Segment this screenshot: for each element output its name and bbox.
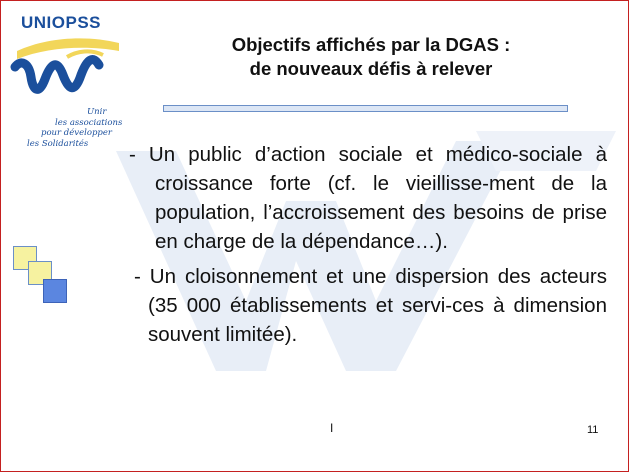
slide-title-line-1: Objectifs affichés par la DGAS : (231, 34, 511, 55)
title-divider (163, 105, 568, 112)
logo-brand-text: UNIOPSS (21, 13, 102, 32)
tagline-line: pour développer (41, 128, 112, 138)
square-blue (43, 279, 67, 303)
slide-title (161, 33, 581, 81)
logo-tagline (17, 107, 127, 149)
footer-mark: I (330, 421, 334, 435)
tagline-line: les associations (55, 117, 123, 128)
slide-body (129, 140, 607, 355)
bullet-item: - Un cloisonnement et une dispersion des acteurs (35 000 établissements et servi-ces à dimension souvent limitée). (134, 265, 607, 346)
page-number: 11 (587, 424, 599, 436)
slide-title-line-2: de nouveaux défis à relever (249, 58, 493, 79)
decorative-squares (13, 246, 73, 316)
tagline-line: les Solidarités (27, 138, 89, 149)
uniopss-logo (7, 7, 127, 157)
bullet-item: - Un public d’action sociale et médico-sociale à croissance forte (cf. le vieillisse-ment de la population, l’accroissement des besoins de prise en charge de la dépendance…). (129, 143, 607, 253)
logo-w-icon (7, 29, 127, 109)
tagline-line: Unir (87, 107, 107, 117)
